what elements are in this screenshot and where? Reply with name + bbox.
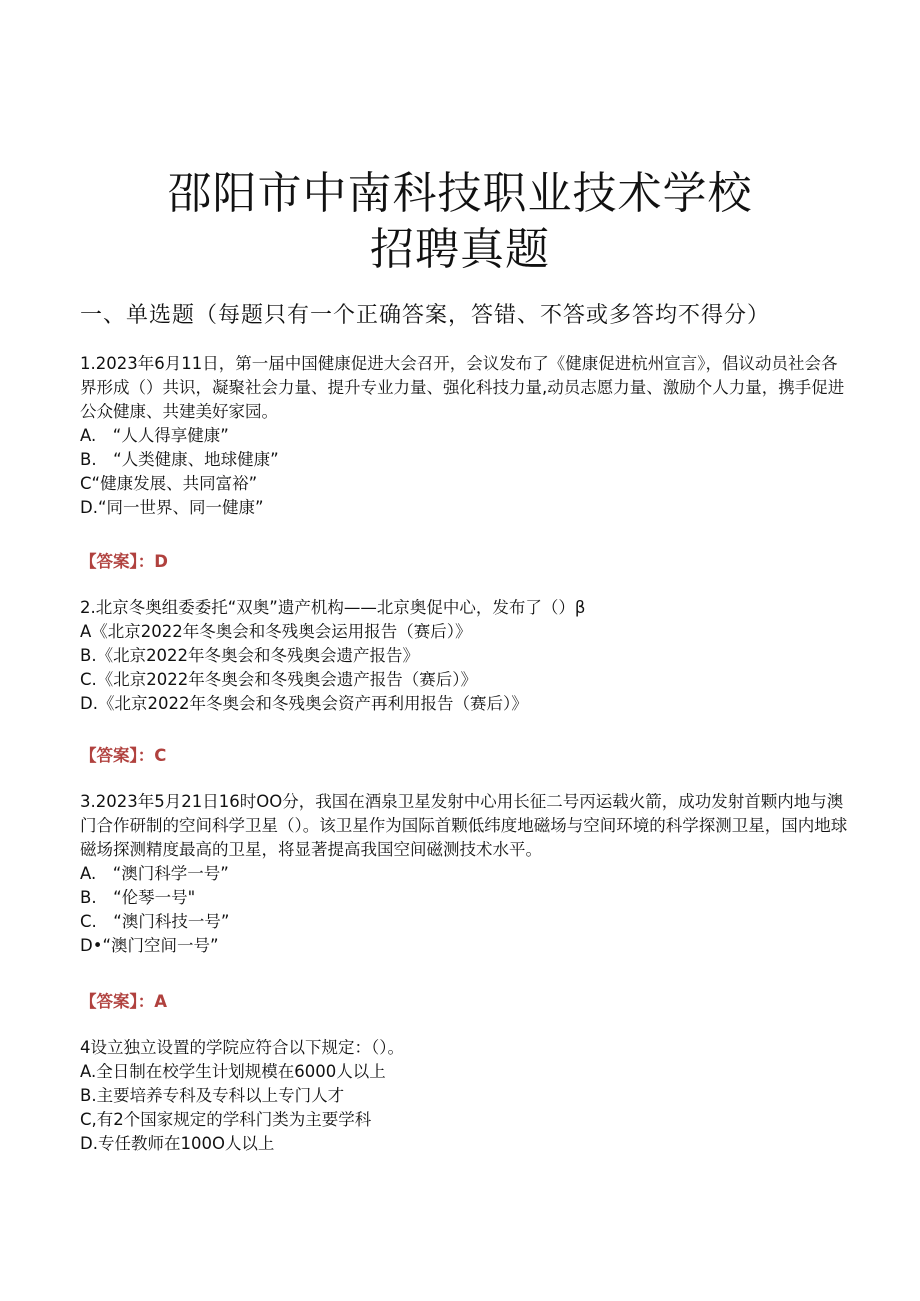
section-heading: 一、单选题（每题只有一个正确答案，答错、不答或多答均不得分） <box>80 303 771 328</box>
question-4 <box>80 1036 850 1156</box>
document-title-line1: 邵阳市中南科技职业技术学校 <box>167 168 753 219</box>
question-1-option-b: B. “人类健康、地球健康” <box>80 450 279 469</box>
question-1-option-c: C“健康发展、共同富裕” <box>80 474 258 493</box>
question-3-option-d: D•“澳门空间一号” <box>80 936 219 955</box>
question-3-option-b: B. “伦琴一号" <box>80 888 196 907</box>
question-3-stem: 3.2023年5月21日16时OO分，我国在酒泉卫星发射中心用长征二号丙运载火箭，成功发射首颗内地与澳门合作研制的空间科学卫星（）。该卫星作为国际首颗低纬度地磁场与空间环境的科学探测卫星，国内地球磁场探测精度最高的卫星，将显著提高我国空间磁测技术水平。 <box>80 792 848 859</box>
question-4-option-a: A.全日制在校学生计划规模在6000人以上 <box>80 1062 386 1081</box>
question-4-option-b: B.主要培养专科及专科以上专门人才 <box>80 1086 345 1105</box>
question-2-answer: 【答案】：C <box>80 746 167 765</box>
question-4-stem: 4设立独立设置的学院应符合以下规定：（）。 <box>80 1038 404 1057</box>
question-2-option-d: D.《北京2022年冬奥会和冬残奥会资产再利用报告（赛后）》 <box>80 694 528 713</box>
question-3-answer: 【答案】：A <box>80 992 168 1011</box>
question-2 <box>80 596 850 716</box>
question-4-option-d: D.专任教师在100O人以上 <box>80 1134 275 1153</box>
question-4-option-c: C,有2个国家规定的学科门类为主要学科 <box>80 1110 372 1129</box>
question-2-option-a: A《北京2022年冬奥会和冬残奥会运用报告（赛后）》 <box>80 622 472 641</box>
question-3-option-a: A. “澳门科学一号” <box>80 864 229 883</box>
question-3 <box>80 790 850 958</box>
question-2-stem: 2.北京冬奥组委委托“双奥”遗产机构——北京奥促中心，发布了（）β <box>80 598 586 617</box>
document-title-line2: 招聘真题 <box>370 224 550 275</box>
question-3-option-c: C. “澳门科技一号” <box>80 912 230 931</box>
question-1 <box>80 352 850 520</box>
question-1-stem: 1.2023年6月11日，第一届中国健康促进大会召开，会议发布了《健康促进杭州宣言》，倡议动员社会各界形成（）共识，凝聚社会力量、提升专业力量、强化科技力量,动员志愿力量、激励个人力量，携手促进公众健康、共建美好家园。 <box>80 354 845 421</box>
question-1-answer: 【答案】：D <box>80 552 168 571</box>
question-2-option-b: B.《北京2022年冬奥会和冬残奥会遗产报告》 <box>80 646 420 665</box>
question-1-option-a: A. “人人得享健康” <box>80 426 229 445</box>
question-1-option-d: D.“同一世界、同一健康” <box>80 498 264 517</box>
question-2-option-c: C.《北京2022年冬奥会和冬残奥会遗产报告（赛后）》 <box>80 670 478 689</box>
